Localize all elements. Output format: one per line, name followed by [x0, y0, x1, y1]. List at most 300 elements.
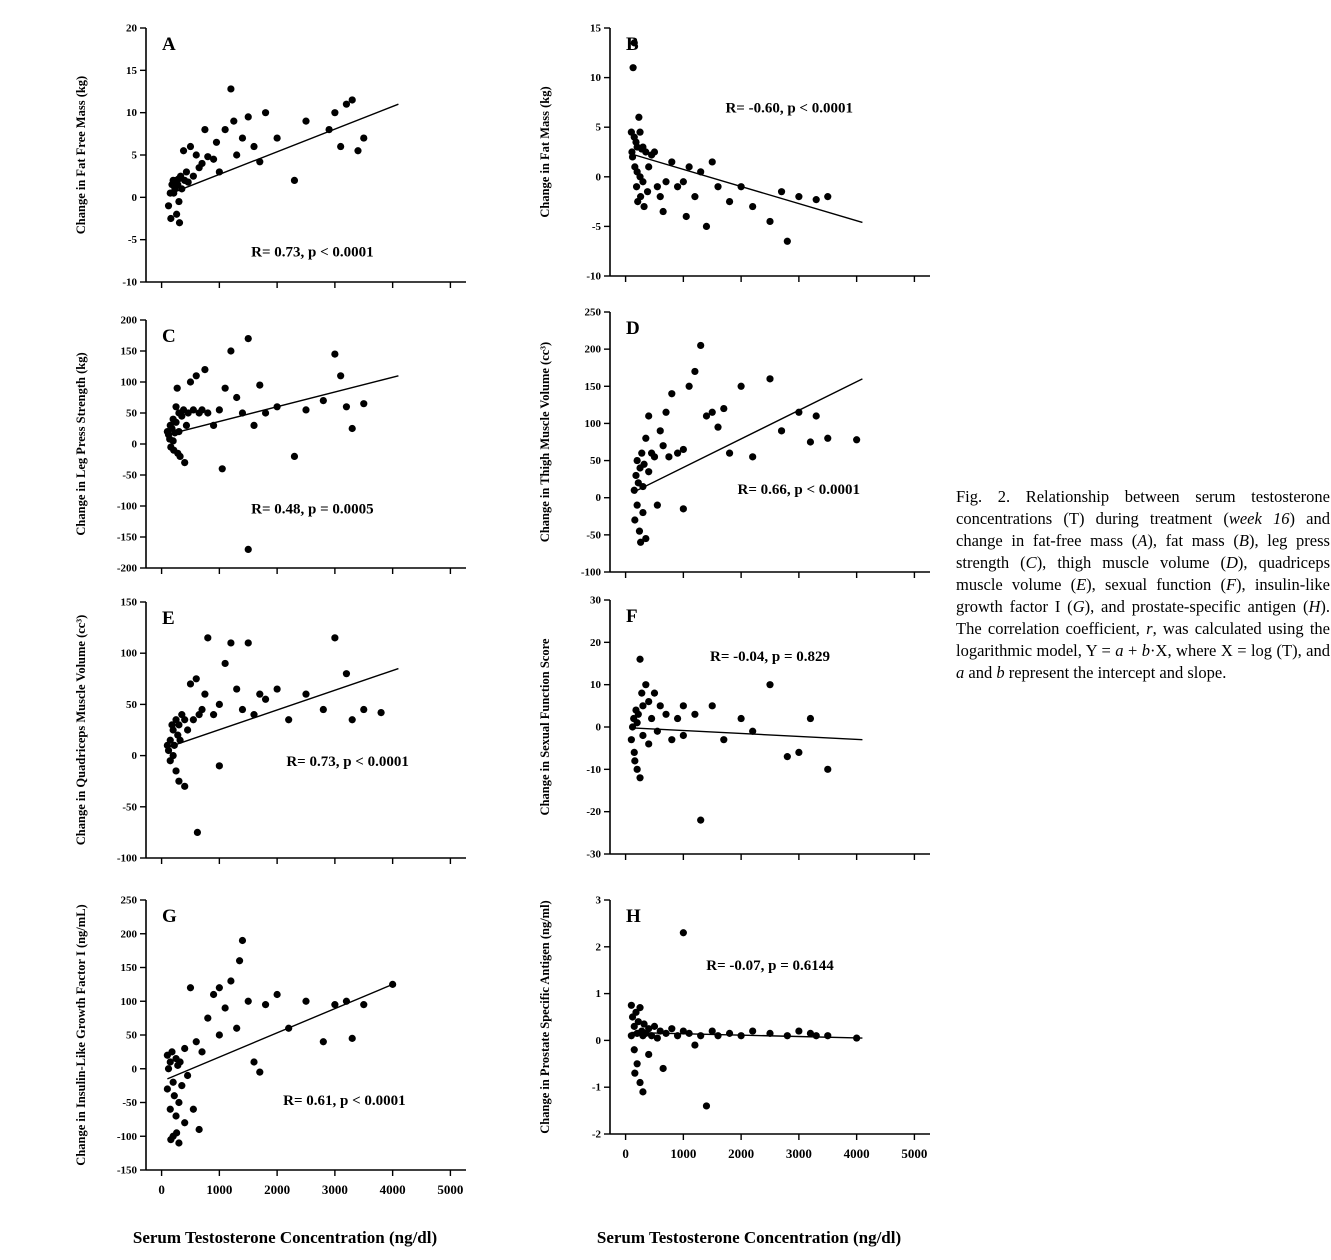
y-tick-label: -50: [122, 1097, 137, 1109]
y-tick-label: 5: [595, 121, 601, 134]
scatter-point: [726, 450, 733, 457]
scatter-point: [190, 716, 197, 723]
scatter-point: [274, 991, 281, 998]
y-axis-label: Change in Sexual Function Score: [538, 638, 552, 816]
caption-segment: week 16: [1228, 508, 1290, 528]
panel-leg-press-strength: [72, 306, 482, 583]
scatter-point: [628, 1002, 635, 1009]
data-points: [628, 929, 860, 1109]
y-tick-label: 0: [131, 750, 137, 763]
y-tick-label: -100: [580, 566, 601, 579]
x-tick-label: 5000: [901, 1146, 928, 1161]
x-tick-label: 1000: [206, 1182, 233, 1197]
scatter-point: [187, 143, 194, 150]
scatter-point: [766, 375, 773, 382]
scatter-point: [638, 450, 645, 457]
scatter-point: [262, 696, 269, 703]
scatter-point: [749, 728, 756, 735]
scatter-point: [198, 706, 205, 713]
scatter-point: [668, 158, 675, 165]
scatter-point: [331, 109, 338, 116]
scatter-point: [637, 193, 644, 200]
y-tick-label: 50: [590, 455, 601, 468]
scatter-point: [654, 728, 661, 735]
scatter-point: [795, 1027, 802, 1034]
scatter-point: [651, 690, 658, 697]
scatter-point: [190, 173, 197, 180]
y-tick-label: 0: [595, 721, 601, 734]
scatter-point: [639, 1088, 646, 1095]
y-tick-label: 0: [595, 171, 601, 184]
scatter-point: [262, 409, 269, 416]
scatter-point: [222, 126, 229, 133]
scatter-point: [331, 634, 338, 641]
y-tick-label: 150: [120, 596, 137, 609]
scatter-point: [222, 660, 229, 667]
caption-segment: ), quadriceps muscle volume (: [956, 552, 1331, 594]
y-tick-label: -150: [116, 1164, 137, 1177]
regression-line: [167, 984, 392, 1079]
scatter-point: [233, 151, 240, 158]
scatter-point: [302, 691, 309, 698]
scatter-point: [639, 732, 646, 739]
scatter-point: [178, 185, 185, 192]
y-tick-label: 250: [584, 306, 601, 319]
scatter-point: [680, 702, 687, 709]
scatter-point: [183, 168, 190, 175]
scatter-point: [639, 702, 646, 709]
scatter-point: [766, 1030, 773, 1037]
scatter-point: [697, 1032, 704, 1039]
scatter-point: [167, 215, 174, 222]
panel-letter: G: [162, 906, 177, 927]
caption-segment: ) and change in fat-free mass (: [956, 508, 1330, 550]
scatter-point: [326, 126, 333, 133]
scatter-point: [245, 639, 252, 646]
y-tick-label: 100: [584, 417, 601, 430]
correlation-annotation: R= -0.07, p = 0.6144: [706, 958, 834, 975]
scatter-point: [262, 109, 269, 116]
y-axis-label: Change in Fat Mass (kg): [538, 86, 552, 218]
scatter-point: [285, 716, 292, 723]
scatter-point: [181, 459, 188, 466]
caption-segment: C: [1025, 552, 1037, 572]
scatter-point: [201, 691, 208, 698]
scatter-point: [274, 403, 281, 410]
scatter-point: [636, 528, 643, 535]
y-tick-label: 100: [120, 647, 137, 660]
scatter-point: [167, 1106, 174, 1113]
scatter-point: [795, 193, 802, 200]
scatter-point: [691, 368, 698, 375]
data-points: [631, 342, 861, 546]
scatter-point: [210, 711, 217, 718]
y-axis-label: Change in Prostate Specific Antigen (ng/ml): [538, 900, 552, 1134]
panel-letter: F: [626, 606, 638, 627]
scatter-point: [662, 409, 669, 416]
scatter-point: [349, 425, 356, 432]
scatter-point: [795, 409, 802, 416]
scatter-point: [631, 1046, 638, 1053]
scatter-point: [180, 147, 187, 154]
caption-segment: , was calculated using the logarithmic model, Y =: [956, 618, 1330, 660]
scatter-point: [813, 196, 820, 203]
scatter-plot-B: [536, 14, 946, 286]
y-tick-label: -1: [591, 1081, 601, 1094]
scatter-point: [171, 742, 178, 749]
caption-segment: A: [1137, 530, 1148, 550]
scatter-point: [636, 656, 643, 663]
scatter-point: [639, 509, 646, 516]
scatter-point: [181, 783, 188, 790]
panel-fat-free-mass: [72, 14, 482, 297]
scatter-point: [680, 178, 687, 185]
scatter-point: [175, 778, 182, 785]
scatter-point: [176, 453, 183, 460]
y-tick-label: 100: [120, 376, 137, 389]
scatter-point: [198, 160, 205, 167]
x-tick-label: 3000: [321, 1182, 348, 1197]
scatter-point: [631, 487, 638, 494]
scatter-point: [631, 749, 638, 756]
scatter-point: [784, 753, 791, 760]
scatter-point: [233, 1025, 240, 1032]
scatter-point: [239, 134, 246, 141]
scatter-point: [668, 390, 675, 397]
scatter-point: [636, 1004, 643, 1011]
scatter-point: [168, 1048, 175, 1055]
y-tick-label: 20: [590, 636, 601, 649]
scatter-point: [631, 516, 638, 523]
data-points: [164, 335, 368, 553]
scatter-point: [709, 1027, 716, 1034]
caption-segment: E: [1076, 574, 1087, 594]
caption-segment: F: [1225, 574, 1237, 594]
scatter-point: [720, 405, 727, 412]
scatter-point: [274, 134, 281, 141]
scatter-point: [222, 385, 229, 392]
scatter-point: [749, 1027, 756, 1034]
y-tick-label: -10: [586, 763, 601, 776]
scatter-point: [686, 383, 693, 390]
scatter-point: [198, 1048, 205, 1055]
scatter-point: [686, 163, 693, 170]
scatter-point: [697, 342, 704, 349]
caption-segment: a: [956, 662, 965, 682]
scatter-point: [645, 1051, 652, 1058]
caption-segment: H: [1308, 596, 1321, 616]
y-tick-label: -50: [122, 801, 137, 814]
scatter-point: [181, 1119, 188, 1126]
scatter-point: [654, 1034, 661, 1041]
y-tick-label: 200: [584, 343, 601, 356]
scatter-point: [176, 1058, 183, 1065]
scatter-point: [807, 715, 814, 722]
scatter-point: [219, 465, 226, 472]
scatter-point: [175, 721, 182, 728]
caption-segment: Fig. 2. Relationship between serum testosterone concentrations (T) during treatment (: [956, 487, 1330, 528]
scatter-point: [256, 382, 263, 389]
scatter-point: [178, 1082, 185, 1089]
caption-segment: +: [1123, 640, 1142, 660]
scatter-point: [636, 774, 643, 781]
scatter-point: [766, 218, 773, 225]
scatter-point: [709, 158, 716, 165]
panel-fat-mass: [536, 14, 946, 291]
scatter-point: [749, 203, 756, 210]
scatter-point: [738, 715, 745, 722]
scatter-point: [349, 1035, 356, 1042]
scatter-point: [630, 64, 637, 71]
scatter-point: [175, 1139, 182, 1146]
scatter-point: [853, 436, 860, 443]
scatter-point: [185, 178, 192, 185]
axes: [586, 23, 930, 283]
scatter-point: [657, 427, 664, 434]
x-tick-label: 4000: [379, 1182, 406, 1197]
scatter-point: [250, 143, 257, 150]
y-tick-label: 100: [120, 995, 137, 1008]
scatter-point: [668, 736, 675, 743]
y-axis-label: Change in Insulin-Like Growth Factor I (ng/mL): [74, 904, 88, 1166]
y-tick-label: -150: [116, 531, 137, 544]
scatter-point: [703, 1102, 710, 1109]
scatter-point: [738, 1032, 745, 1039]
scatter-point: [239, 706, 246, 713]
x-tick-label: 0: [158, 1182, 165, 1197]
scatter-point: [216, 1031, 223, 1038]
y-tick-label: 15: [590, 22, 601, 35]
y-tick-label: 200: [120, 314, 137, 327]
caption-segment: ). The correlation coefficient,: [956, 596, 1330, 638]
scatter-point: [680, 446, 687, 453]
scatter-point: [349, 716, 356, 723]
scatter-point: [636, 129, 643, 136]
scatter-point: [645, 163, 652, 170]
scatter-point: [749, 453, 756, 460]
scatter-point: [784, 238, 791, 245]
scatter-point: [227, 977, 234, 984]
scatter-point: [245, 335, 252, 342]
scatter-point: [172, 419, 179, 426]
scatter-point: [668, 1025, 675, 1032]
y-tick-label: -100: [116, 1130, 137, 1143]
y-tick-label: 150: [584, 380, 601, 393]
regression-line: [631, 728, 862, 740]
scatter-plot-H: [536, 886, 946, 1182]
scatter-point: [697, 168, 704, 175]
data-points: [164, 634, 385, 836]
scatter-point: [285, 1025, 292, 1032]
scatter-point: [640, 203, 647, 210]
y-tick-label: 0: [131, 438, 137, 451]
y-tick-label: -5: [127, 234, 137, 247]
scatter-point: [683, 213, 690, 220]
caption-segment: ·X, where X = log (T), and: [1150, 640, 1331, 660]
scatter-point: [697, 817, 704, 824]
y-tick-label: 50: [126, 1029, 137, 1042]
correlation-annotation: R= -0.60, p < 0.0001: [725, 100, 853, 117]
scatter-point: [216, 168, 223, 175]
scatter-point: [648, 715, 655, 722]
scatter-point: [216, 762, 223, 769]
panel-igf-1: [72, 886, 482, 1223]
scatter-point: [170, 1079, 177, 1086]
scatter-plot-G: [72, 886, 482, 1218]
scatter-point: [193, 151, 200, 158]
scatter-point: [291, 177, 298, 184]
scatter-point: [714, 1032, 721, 1039]
scatter-point: [726, 1030, 733, 1037]
scatter-point: [337, 143, 344, 150]
scatter-point: [320, 706, 327, 713]
caption-segment: ), insulin-like growth factor I (: [956, 574, 1330, 616]
scatter-point: [236, 957, 243, 964]
correlation-annotation: R= 0.73, p < 0.0001: [286, 753, 409, 770]
y-tick-label: 15: [126, 64, 137, 77]
scatter-point: [674, 715, 681, 722]
scatter-point: [680, 929, 687, 936]
scatter-point: [193, 1038, 200, 1045]
scatter-point: [642, 535, 649, 542]
scatter-point: [766, 681, 773, 688]
scatter-point: [201, 126, 208, 133]
scatter-point: [331, 1001, 338, 1008]
scatter-point: [778, 427, 785, 434]
scatter-point: [657, 702, 664, 709]
scatter-point: [795, 749, 802, 756]
y-tick-label: -10: [586, 270, 601, 283]
scatter-point: [680, 505, 687, 512]
panel-letter: B: [626, 34, 639, 55]
correlation-annotation: R= 0.73, p < 0.0001: [251, 244, 374, 261]
scatter-point: [233, 685, 240, 692]
axes: [117, 597, 466, 865]
scatter-point: [632, 472, 639, 479]
scatter-point: [645, 698, 652, 705]
scatter-point: [651, 148, 658, 155]
figure-caption: [956, 486, 1330, 683]
scatter-point: [337, 372, 344, 379]
scatter-point: [644, 188, 651, 195]
x-tick-label: 1000: [670, 1146, 697, 1161]
y-tick-label: -50: [586, 529, 601, 542]
scatter-point: [184, 1072, 191, 1079]
scatter-point: [628, 736, 635, 743]
scatter-point: [183, 422, 190, 429]
y-tick-label: 10: [590, 679, 601, 692]
scatter-point: [674, 1032, 681, 1039]
caption-segment: r: [1146, 618, 1153, 638]
scatter-point: [187, 378, 194, 385]
scatter-point: [720, 736, 727, 743]
scatter-point: [824, 435, 831, 442]
caption-segment: D: [1225, 552, 1238, 572]
panel-psa: [536, 886, 946, 1187]
scatter-point: [389, 981, 396, 988]
y-tick-label: 0: [595, 1034, 601, 1047]
y-tick-label: 150: [120, 345, 137, 358]
y-tick-label: -30: [586, 848, 601, 861]
scatter-point: [176, 219, 183, 226]
scatter-point: [636, 1079, 643, 1086]
scatter-point: [645, 412, 652, 419]
y-tick-label: -100: [116, 500, 137, 513]
scatter-point: [222, 1004, 229, 1011]
data-points: [628, 656, 832, 824]
y-tick-label: -100: [116, 852, 137, 865]
scatter-point: [635, 114, 642, 121]
caption-segment: ), leg press strength (: [956, 530, 1330, 572]
scatter-point: [660, 1065, 667, 1072]
scatter-point: [662, 711, 669, 718]
scatter-point: [813, 412, 820, 419]
scatter-point: [250, 1058, 257, 1065]
scatter-point: [213, 139, 220, 146]
scatter-point: [778, 188, 785, 195]
scatter-point: [172, 403, 179, 410]
caption-segment: B: [1238, 530, 1249, 550]
scatter-point: [807, 438, 814, 445]
y-axis-label: Change in Leg Press Strength (kg): [74, 352, 88, 536]
scatter-point: [645, 740, 652, 747]
x-tick-label: 5000: [437, 1182, 464, 1197]
scatter-plot-A: [72, 14, 482, 292]
scatter-point: [634, 502, 641, 509]
caption-segment: ), thigh muscle volume (: [1036, 552, 1226, 572]
scatter-point: [227, 639, 234, 646]
y-tick-label: 0: [595, 492, 601, 505]
y-tick-label: -20: [586, 806, 601, 819]
caption-segment: G: [1072, 596, 1085, 616]
scatter-plot-C: [72, 306, 482, 578]
scatter-point: [634, 1060, 641, 1067]
scatter-point: [726, 198, 733, 205]
data-points: [164, 937, 396, 1147]
y-tick-label: -50: [122, 469, 137, 482]
scatter-plot-F: [536, 586, 946, 864]
scatter-point: [686, 1030, 693, 1037]
scatter-point: [187, 984, 194, 991]
y-axis-label: Change in Quadriceps Muscle Volume (cc³): [74, 614, 88, 846]
scatter-point: [171, 1092, 178, 1099]
scatter-point: [738, 183, 745, 190]
correlation-annotation: R= -0.04, p = 0.829: [709, 648, 831, 665]
scatter-point: [634, 719, 641, 726]
scatter-point: [662, 1030, 669, 1037]
scatter-point: [709, 702, 716, 709]
scatter-point: [642, 681, 649, 688]
x-tick-label: 4000: [843, 1146, 870, 1161]
scatter-point: [691, 711, 698, 718]
scatter-point: [360, 400, 367, 407]
scatter-point: [216, 406, 223, 413]
scatter-point: [227, 85, 234, 92]
y-tick-label: -2: [591, 1128, 601, 1141]
caption-segment: ), sexual function (: [1086, 574, 1226, 594]
scatter-point: [360, 706, 367, 713]
scatter-point: [176, 737, 183, 744]
y-tick-label: 0: [131, 191, 137, 204]
panel-letter: D: [626, 318, 640, 339]
scatter-point: [665, 453, 672, 460]
scatter-point: [343, 670, 350, 677]
panel-letter: H: [626, 906, 641, 927]
axes: [581, 307, 930, 579]
scatter-point: [651, 453, 658, 460]
panel-thigh-muscle-volume: [536, 298, 946, 587]
scatter-plot-D: [536, 298, 946, 582]
